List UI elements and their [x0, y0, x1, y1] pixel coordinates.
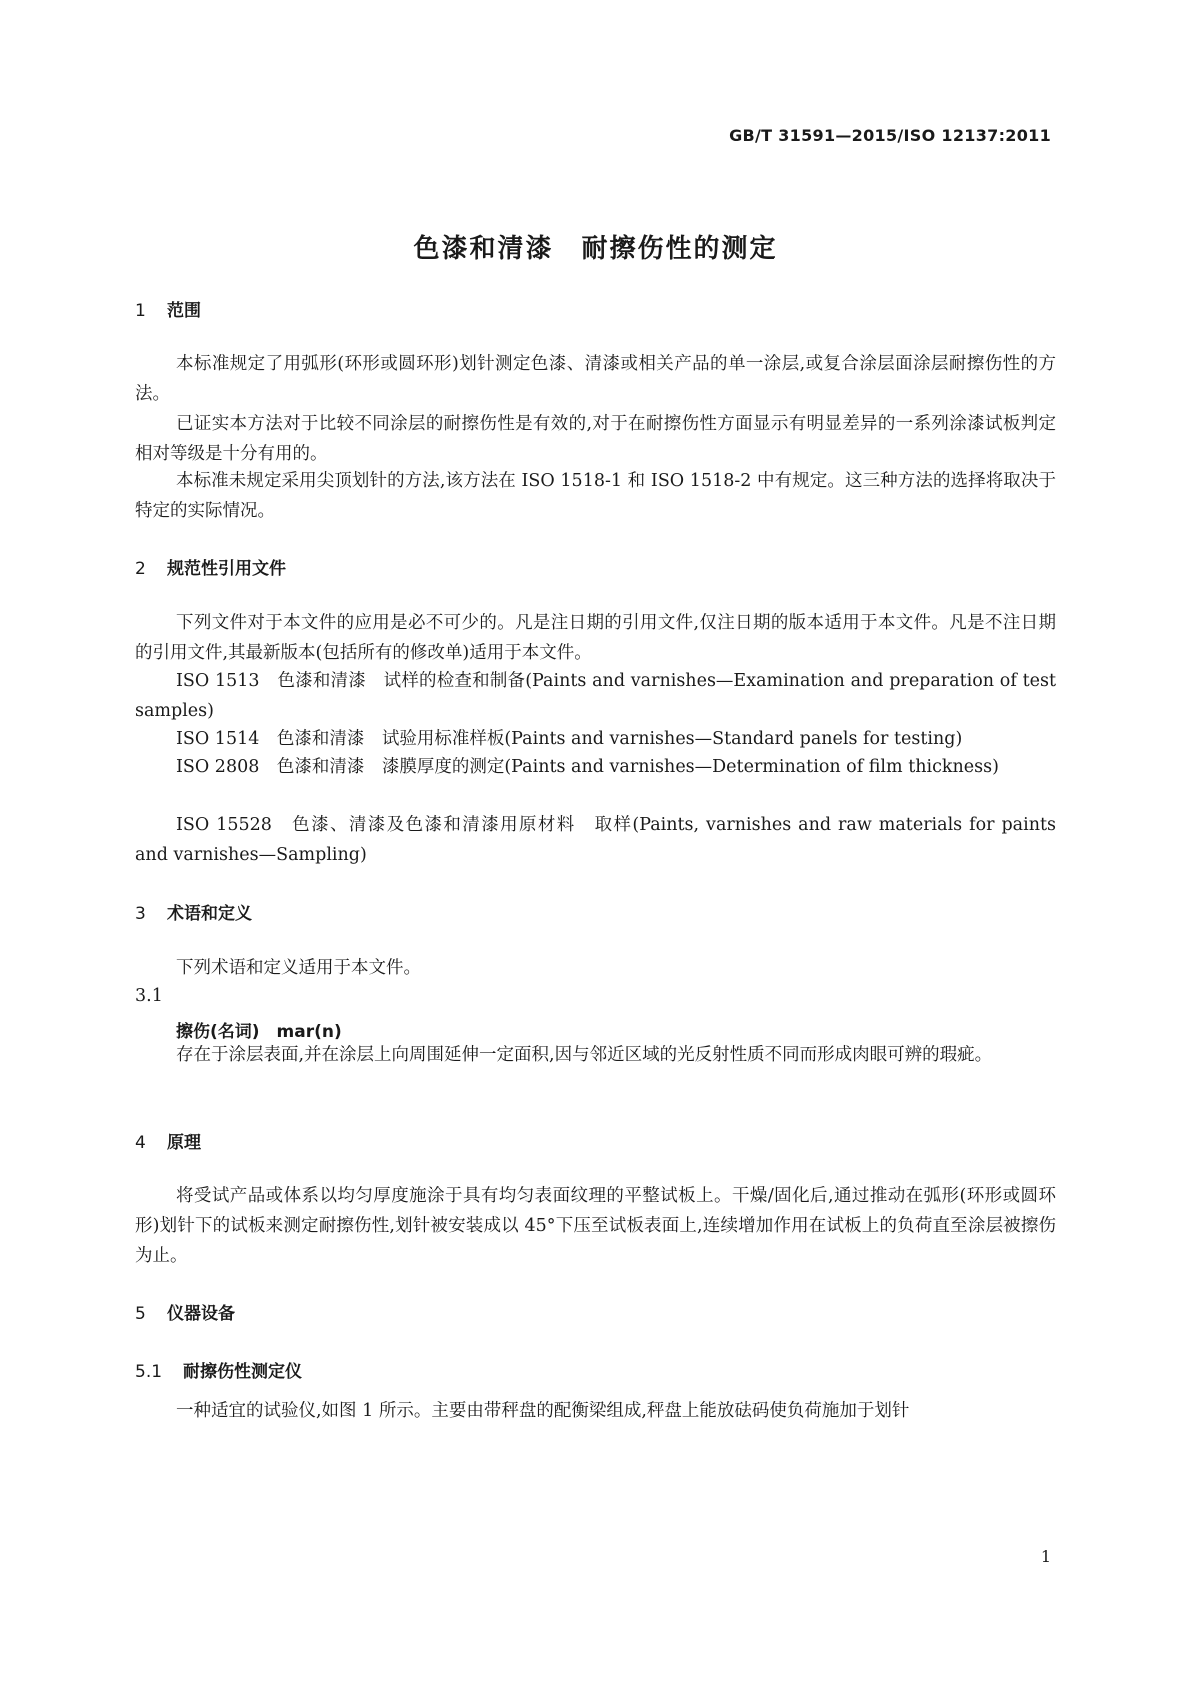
section-number: 4	[135, 1133, 146, 1153]
reference-item: ISO 1513 色漆和清漆 试样的检查和制备(Paints and varnishes—Examination and preparation of test samples)	[135, 671, 1056, 721]
section-4-heading	[135, 1128, 201, 1153]
document-title: 色漆和清漆 耐擦伤性的测定	[413, 234, 778, 264]
section-title: 仪器设备	[167, 1304, 235, 1324]
subsection-number: 5.1	[135, 1362, 163, 1382]
section-number: 3	[135, 904, 146, 924]
paragraph: 一种适宜的试验仪,如图 1 所示。主要由带秤盘的配衡梁组成,秤盘上能放砝码使负荷施加于划针	[176, 1401, 910, 1421]
subsection-5-1-heading	[135, 1357, 302, 1382]
paragraph: 已证实本方法对于比较不同涂层的耐擦伤性是有效的,对于在耐擦伤性方面显示有明显差异的一系列涂漆试板判定相对等级是十分有用的。	[135, 414, 1056, 464]
paragraph: 本标准未规定采用尖顶划针的方法,该方法在 ISO 1518-1 和 ISO 1518-2 中有规定。这三种方法的选择将取决于特定的实际情况。	[135, 471, 1056, 521]
term-entry: 擦伤(名词) mar(n)	[176, 1022, 342, 1042]
term-number: 3.1	[135, 986, 163, 1006]
section-number: 5	[135, 1304, 146, 1324]
section-5-heading	[135, 1299, 235, 1324]
section-title: 原理	[167, 1133, 201, 1153]
section-title: 术语和定义	[167, 904, 252, 924]
paragraph: 将受试产品或体系以均匀厚度施涂于具有均匀表面纹理的平整试板上。干燥/固化后,通过推动在弧形(环形或圆环形)划针下的试板来测定耐擦伤性,划针被安装成以 45°下压至试板表面上,连续增加作用在试板上的负荷直至涂层被擦伤为止。	[135, 1186, 1056, 1266]
reference-item: ISO 2808 色漆和清漆 漆膜厚度的测定(Paints and varnishes—Determination of film thickness)	[176, 757, 999, 777]
page-number: 1	[1040, 1547, 1051, 1566]
paragraph: 下列文件对于本文件的应用是必不可少的。凡是注日期的引用文件,仅注日期的版本适用于本文件。凡是不注日期的引用文件,其最新版本(包括所有的修改单)适用于本文件。	[135, 613, 1056, 663]
reference-item: ISO 1514 色漆和清漆 试验用标准样板(Paints and varnishes—Standard panels for testing)	[176, 729, 963, 749]
section-title: 范围	[167, 301, 201, 321]
section-title: 规范性引用文件	[167, 559, 286, 579]
paragraph: 本标准规定了用弧形(环形或圆环形)划针测定色漆、清漆或相关产品的单一涂层,或复合涂层面涂层耐擦伤性的方法。	[135, 354, 1056, 404]
paragraph: 下列术语和定义适用于本文件。	[176, 958, 421, 978]
reference-item: ISO 15528 色漆、清漆及色漆和清漆用原材料 取样(Paints, varnishes and raw materials for paints and varnishes—Sampling)	[135, 815, 1056, 865]
subsection-title: 耐擦伤性测定仪	[183, 1362, 302, 1382]
term-definition: 存在于涂层表面,并在涂层上向周围延伸一定面积,因与邻近区域的光反射性质不同而形成肉眼可辨的瑕疵。	[176, 1045, 993, 1065]
section-3-heading	[135, 899, 252, 924]
section-2-heading	[135, 554, 286, 579]
section-number: 2	[135, 559, 146, 579]
section-number: 1	[135, 301, 146, 321]
section-1-heading	[135, 296, 201, 321]
standard-number-header: GB/T 31591—2015/ISO 12137:2011	[729, 126, 1051, 145]
